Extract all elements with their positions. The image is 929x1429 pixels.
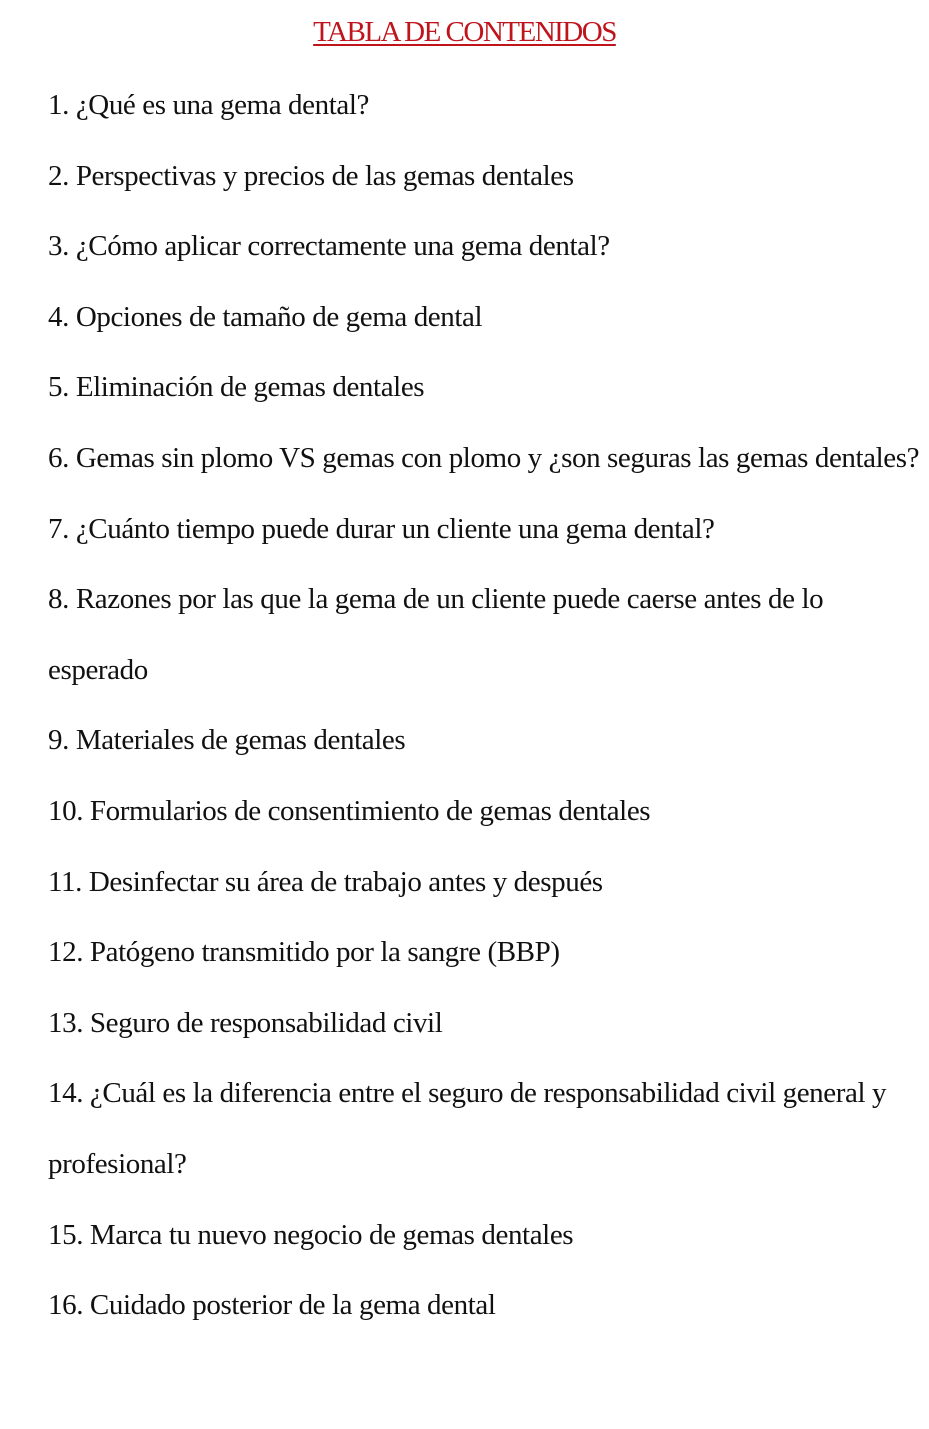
toc-item-number: 7. [48, 512, 69, 545]
toc-item-10 [48, 776, 920, 847]
toc-item-11 [48, 847, 920, 918]
toc-item-number: 2. [48, 159, 69, 192]
toc-item-number: 5. [48, 371, 69, 404]
toc-item-number: 11. [48, 865, 82, 898]
toc-item-text: Perspectivas y precios de las gemas dentales [75, 159, 574, 192]
toc-item-text: ¿Cuál es la diferencia entre el seguro de responsabilidad civil general y profesional? [48, 1077, 887, 1180]
toc-item-6 [48, 423, 920, 494]
toc-item-number: 3. [48, 230, 69, 263]
toc-item-8 [48, 564, 920, 705]
toc-item-number: 13. [48, 1006, 84, 1039]
toc-item-12 [48, 917, 920, 988]
toc-item-3 [48, 211, 920, 282]
toc-item-7 [48, 494, 920, 565]
toc-item-number: 12. [48, 936, 84, 969]
toc-item-1 [48, 70, 920, 141]
toc-item-text: Patógeno transmitido por la sangre (BBP) [89, 936, 560, 969]
table-of-contents [48, 70, 920, 1341]
toc-item-number: 8. [48, 583, 69, 616]
toc-item-14 [48, 1058, 920, 1199]
toc-item-text: Eliminación de gemas dentales [75, 371, 425, 404]
page-title: TABLA DE CONTENIDOS [313, 16, 616, 48]
toc-item-text: Opciones de tamaño de gema dental [75, 300, 483, 333]
toc-item-16 [48, 1270, 920, 1341]
toc-item-text: Razones por las que la gema de un cliente puede caerse antes de lo esperado [48, 583, 824, 686]
toc-item-text: ¿Qué es una gema dental? [75, 89, 369, 121]
toc-item-15 [48, 1200, 920, 1271]
toc-item-text: ¿Cuánto tiempo puede durar un cliente una gema dental? [75, 512, 715, 545]
toc-item-text: ¿Cómo aplicar correctamente una gema dental? [75, 230, 610, 263]
toc-item-13 [48, 988, 920, 1059]
toc-item-text: Gemas sin plomo VS gemas con plomo y ¿son seguras las gemas dentales? [75, 441, 920, 474]
toc-item-9 [48, 705, 920, 776]
toc-item-number: 1. [48, 89, 69, 121]
toc-item-5 [48, 352, 920, 423]
toc-item-number: 10. [48, 794, 84, 827]
toc-item-4 [48, 282, 920, 353]
toc-item-number: 14. [48, 1077, 84, 1110]
toc-item-text: Seguro de responsabilidad civil [89, 1006, 443, 1039]
toc-item-number: 16. [48, 1289, 84, 1322]
toc-item-number: 9. [48, 724, 69, 757]
toc-item-number: 15. [48, 1218, 84, 1251]
toc-item-text: Formularios de consentimiento de gemas dentales [89, 794, 651, 827]
toc-item-text: Materiales de gemas dentales [75, 724, 406, 757]
toc-item-text: Desinfectar su área de trabajo antes y después [88, 865, 603, 898]
toc-item-number: 4. [48, 300, 69, 333]
toc-item-text: Cuidado posterior de la gema dental [89, 1289, 496, 1322]
toc-item-2 [48, 141, 920, 212]
toc-item-text: Marca tu nuevo negocio de gemas dentales [89, 1218, 574, 1251]
toc-item-number: 6. [48, 441, 69, 474]
